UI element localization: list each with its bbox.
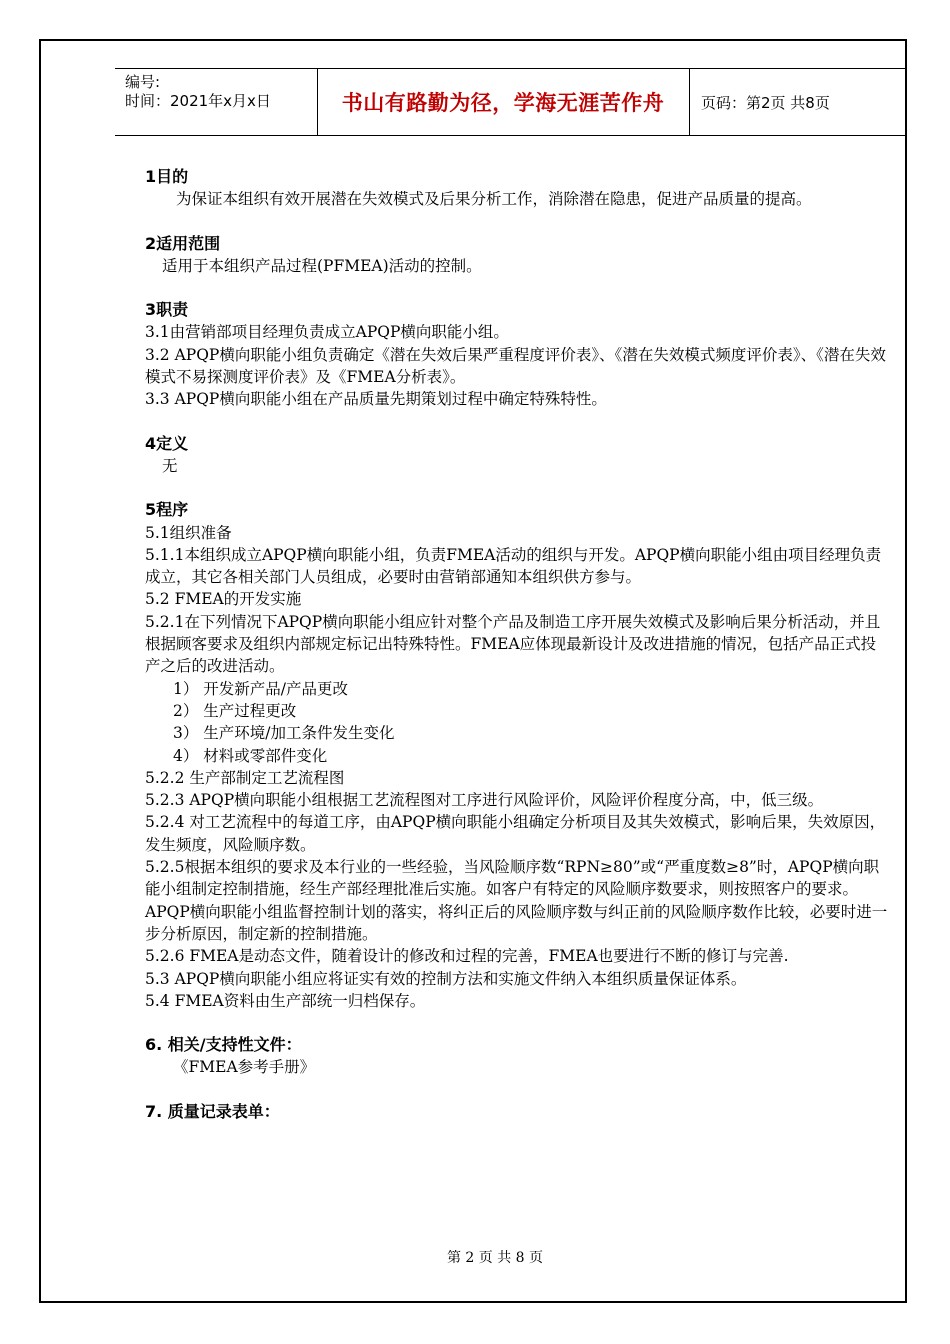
paragraph: 3.3 APQP横向职能小组在产品质量先期策划过程中确定特殊特性。 bbox=[145, 390, 607, 409]
section-heading: 1目的 bbox=[145, 167, 189, 186]
header-motto: 书山有路勤为径，学海无涯苦作舟 bbox=[341, 91, 665, 115]
paragraph: 5.3 APQP横向职能小组应将证实有效的控制方法和实施文件纳入本组织质量保证体系。 bbox=[145, 969, 747, 988]
section-heading: 6. 相关/支持性文件： bbox=[145, 1035, 302, 1055]
document-header bbox=[115, 68, 907, 136]
paragraph: 5.2.5根据本组织的要求及本行业的一些经验，当风险顺序数“RPN≥80”或“严重度数≥8”时，APQP横向职能小组制定控制措施，经生产部经理批准后实施。如客户有特定的风险顺序数要求，则按照客户的要求。APQP横向职能小组监督控制计划的落实，将纠正后的风险顺序数与纠正前的风险顺序数作比较，必要时进一步分析原因，制定新的控制措施。 bbox=[145, 858, 888, 943]
paragraph: 5.1组织准备 bbox=[145, 523, 232, 542]
paragraph: 5.4 FMEA资料由生产部统一归档保存。 bbox=[145, 991, 426, 1010]
paragraph: 3.2 APQP横向职能小组负责确定《潜在失效后果严重程度评价表》、《潜在失效模式频度评价表》、《潜在失效模式不易探测度评价表》及《FMEA分析表》。 bbox=[145, 345, 886, 387]
document-body bbox=[145, 166, 890, 1123]
list-item: 4） 材料或零部件变化 bbox=[173, 746, 328, 765]
paragraph: 《FMEA参考手册》 bbox=[173, 1058, 316, 1077]
paragraph: 5.2.3 APQP横向职能小组根据工艺流程图对工序进行风险评价，风险评价程度分高，中，低三级。 bbox=[145, 791, 824, 810]
paragraph: 为保证本组织有效开展潜在失效模式及后果分析工作，消除潜在隐患，促进产品质量的提高。 bbox=[176, 190, 812, 209]
paragraph: 适用于本组织产品过程(PFMEA)活动的控制。 bbox=[162, 256, 482, 275]
document-number-label: 编号: bbox=[125, 73, 161, 91]
section-heading: 4定义 bbox=[145, 433, 189, 453]
list-item: 1） 开发新产品/产品更改 bbox=[173, 679, 349, 698]
paragraph: 5.2.2 生产部制定工艺流程图 bbox=[145, 768, 345, 787]
page-footer: 第 2 页 共 8 页 bbox=[446, 1250, 544, 1266]
paragraph: 无 bbox=[162, 456, 178, 475]
section-heading: 5程序 bbox=[145, 500, 189, 520]
paragraph: 5.2.1在下列情况下APQP横向职能小组应针对整个产品及制造工序开展失效模式及影响后果分析活动，并且根据顾客要求及组织内部规定标记出特殊特性。FMEA应体现最新设计及改进措施的情况，包括产品正式投产之后的改进活动。 bbox=[145, 612, 881, 676]
list-item: 2） 生产过程更改 bbox=[173, 701, 297, 720]
section-heading: 3职责 bbox=[145, 300, 189, 320]
section-heading: 2适用范围 bbox=[145, 233, 221, 253]
section-heading: 7. 质量记录表单： bbox=[145, 1101, 280, 1121]
paragraph: 5.1.1本组织成立APQP横向职能小组，负责FMEA活动的组织与开发。APQP横向职能小组由项目经理负责成立，其它各相关部门人员组成，必要时由营销部通知本组织供方参与。 bbox=[145, 545, 882, 587]
paragraph: 3.1由营销部项目经理负责成立APQP横向职能小组。 bbox=[145, 323, 509, 342]
header-divider bbox=[689, 69, 690, 135]
list-item: 3） 生产环境/加工条件发生变化 bbox=[173, 724, 395, 743]
document-time-label: 时间：2021年x月x日 bbox=[125, 92, 271, 110]
paragraph: 5.2 FMEA的开发实施 bbox=[145, 590, 302, 609]
page-number-label: 页码：第2页 共8页 bbox=[701, 94, 830, 112]
paragraph: 5.2.6 FMEA是动态文件，随着设计的修改和过程的完善，FMEA也要进行不断的修订与完善. bbox=[145, 947, 789, 966]
paragraph: 5.2.4 对工艺流程中的每道工序，由APQP横向职能小组确定分析项目及其失效模式，影响后果，失效原因，发生频度，风险顺序数。 bbox=[145, 813, 886, 854]
